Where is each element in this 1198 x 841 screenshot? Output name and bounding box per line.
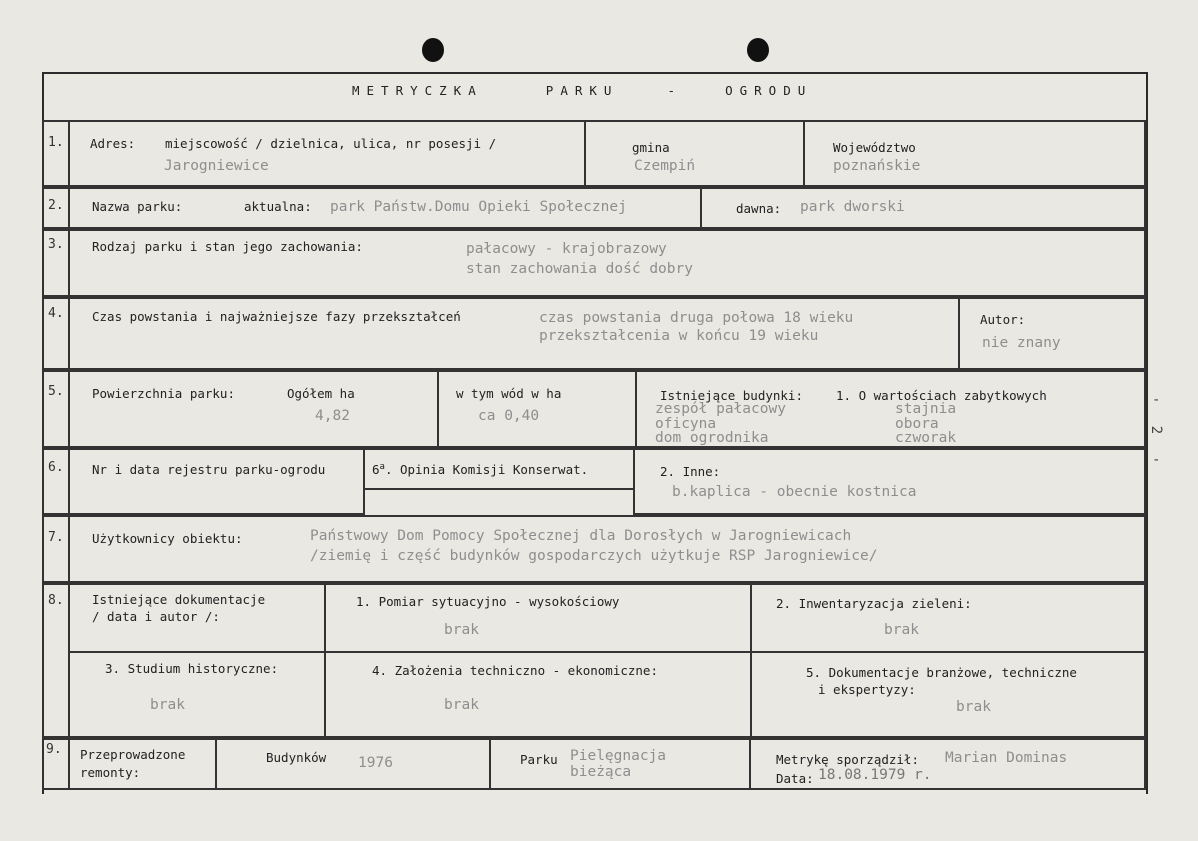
park-name-label: Nazwa parku: [92,199,183,214]
users-value-main: Państwowy Dom Pomocy Społecznej dla Dorosłych w Jarogniewicach [310,528,852,544]
park-type-label: Rodzaj parku i stan jego zachowania: [92,239,363,254]
author-cell [958,297,1146,370]
documentation-label-line1: Istniejące dokumentacje [92,592,266,607]
title-word-ogrodu: OGRODU [725,83,813,98]
row2-number: 2. [48,198,64,213]
gmina-label: gmina [632,140,670,155]
row8-number: 8. [48,593,64,608]
repairs-label-line2: remonty: [80,765,141,780]
address-sub-label: miejscowość / dzielnica, ulica, nr posesji / [165,136,497,151]
punch-hole-left [422,38,444,62]
form-title [352,83,812,98]
historical-study-label: 3. Studium historyczne: [105,661,279,676]
row6-number: 6. [48,460,64,475]
repairs-label-cell [68,738,217,790]
repairs-label-line1: Przeprowadzone [80,747,186,762]
title-word-metryczka: METRYCZKA [352,83,483,98]
park-current-label: aktualna: [244,199,312,214]
author-value: nie znany [982,335,1061,351]
repairs-buildings-cell [215,738,491,790]
row7-number: 7. [48,530,64,545]
park-condition-value: stan zachowania dość dobry [466,261,693,277]
row7-num-cell [42,515,70,583]
row4-number: 4. [48,306,64,321]
page-number: 2 [1148,425,1165,435]
address-value: Jarogniewice [164,158,269,174]
voivodeship-value: poznańskie [833,158,921,174]
park-former-label: dawna: [736,201,782,216]
area-total-label: Ogółem ha [287,386,355,401]
history-value-origin: czas powstania druga połowa 18 wieku [539,310,854,326]
survey-label: 1. Pomiar sytuacyjno - wysokościowy [356,594,620,609]
greenery-inventory-label: 2. Inwentaryzacja zieleni: [776,596,972,611]
punch-hole-right [747,38,769,62]
row5-number: 5. [48,384,64,399]
row1-num-cell [42,120,70,187]
page-marker-dash-top: - [1152,392,1161,408]
other-buildings-label: 2. Inne: [660,464,721,479]
branch-docs-label-line1: 5. Dokumentacje branżowe, techniczne [806,665,1077,680]
opinion-label [372,462,588,477]
prepared-by-value: Marian Dominas [945,750,1068,766]
technical-assumptions-label: 4. Założenia techniczno - ekonomiczne: [372,663,658,678]
buildings-label: Istniejące budynki: [660,388,803,403]
row6-num-cell [42,448,70,515]
documentation-label-line2: / data i autor /: [92,609,220,624]
other-buildings-value: b.kaplica - obecnie kostnica [672,484,917,500]
users-value-note: /ziemię i część budynków gospodarczych użytkuje RSP Jarogniewice/ [310,548,878,564]
water-area-value: ca 0,40 [478,408,540,424]
building-cowshed: obora [895,416,939,432]
date-label: Data: [776,771,814,786]
historical-study-value: brak [150,697,185,713]
water-area-label: w tym wód w ha [456,386,562,401]
address-cell [68,120,586,187]
park-current-value: park Państw.Domu Opieki Społecznej [330,199,627,215]
greenery-inventory-cell [750,583,1146,653]
area-total-value: 4,82 [315,408,350,424]
gmina-cell [584,120,805,187]
building-farmworker-house: czworak [895,430,957,446]
repairs-buildings-value: 1976 [358,755,393,771]
building-stable: stajnia [895,401,957,417]
users-label: Użytkownicy obiektu: [92,531,243,546]
building-gardener-house: dom ogrodnika [655,430,769,446]
repairs-park-value-line2: bieżąca [570,764,632,780]
buildings-historic-label: 1. O wartościach zabytkowych [836,388,1047,403]
date-value: 18.08.1979 r. [818,767,932,783]
voivodeship-label: Województwo [833,140,916,155]
history-cell [68,297,960,370]
branch-docs-value: brak [956,699,991,715]
opinion-number: 6 [372,462,380,478]
area-label: Powierzchnia parku: [92,386,235,401]
history-label: Czas powstania i najważniejsze fazy przekształceń [92,309,461,324]
title-word-parku: PARKU [545,83,619,98]
address-label: Adres: [90,136,136,151]
branch-docs-label-line2: i ekspertyzy: [818,682,916,697]
building-annex: oficyna [655,416,717,432]
park-type-value: pałacowy - krajobrazowy [466,241,667,257]
history-value-transformations: przekształcenia w końcu 19 wieku [539,328,819,344]
other-buildings-cell [633,448,1146,515]
opinion-superscript: a [379,462,385,472]
opinion-text: . Opinia Komisji Konserwat. [384,462,589,478]
registry-cell [68,448,365,515]
registry-label: Nr i data rejestru parku-ogrodu [92,462,326,477]
technical-assumptions-value: brak [444,697,479,713]
park-former-value: park dworski [800,199,905,215]
survey-value: brak [444,622,479,638]
author-label: Autor: [980,312,1026,327]
repairs-park-label: Parku [520,752,558,767]
row9-number: 9. [46,742,62,757]
repairs-buildings-label: Budynków [266,750,327,765]
title-dash: - [667,83,683,98]
frame-top-line [42,72,1148,74]
repairs-park-value-line1: Pielęgnacja [570,748,667,764]
gmina-value: Czempiń [634,158,696,174]
row5-num-cell [42,370,70,448]
building-palace-complex: zespół pałacowy [655,401,786,417]
greenery-inventory-value: brak [884,622,919,638]
prepared-by-label: Metrykę sporządził: [776,752,919,767]
area-cell [68,370,439,448]
row1-number: 1. [48,135,64,150]
page-marker-dash-bottom: - [1152,452,1161,468]
row3-number: 3. [48,237,64,252]
